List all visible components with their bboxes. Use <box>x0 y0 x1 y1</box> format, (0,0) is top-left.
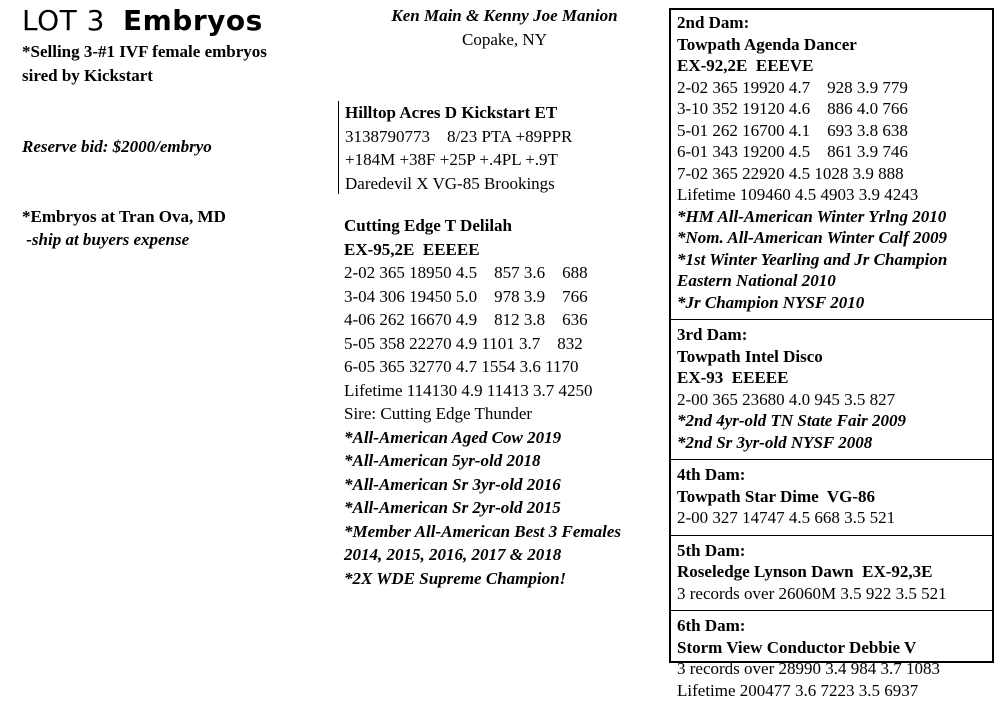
dam-sire: Sire: Cutting Edge Thunder <box>344 402 621 426</box>
embryo-location: *Embryos at Tran Ova, MD <box>22 205 226 229</box>
dam4-record: 2-00 327 14747 4.5 668 3.5 521 <box>677 507 990 529</box>
section-divider <box>671 459 992 460</box>
dam-classification: EX-95,2E EEEEE <box>344 238 621 262</box>
contact-place: Copake, NY <box>342 28 667 52</box>
dam2-classification: EX-92,2E EEEVE <box>677 55 990 77</box>
dam3-honor: *2nd 4yr-old TN State Fair 2009 <box>677 410 990 432</box>
lot-number: LOT 3 <box>22 4 105 37</box>
dam4-section <box>677 464 990 529</box>
dam-record: 4-06 262 16670 4.9 812 3.8 636 <box>344 308 621 332</box>
sire-block <box>338 101 572 194</box>
dam2-honor: *Nom. All-American Winter Calf 2009 <box>677 227 990 249</box>
dam-name: Cutting Edge T Delilah <box>344 214 621 238</box>
dam5-record: 3 records over 26060M 3.5 922 3.5 521 <box>677 583 990 605</box>
dam6-name: Storm View Conductor Debbie V <box>677 637 990 659</box>
dam3-classification: EX-93 EEEEE <box>677 367 990 389</box>
dam2-section <box>677 12 990 313</box>
dam2-name: Towpath Agenda Dancer <box>677 34 990 56</box>
dam-honor: *All-American Sr 2yr-old 2015 <box>344 496 621 520</box>
dam2-lifetime: Lifetime 109460 4.5 4903 3.9 4243 <box>677 184 990 206</box>
section-divider <box>671 535 992 536</box>
dam-honor: *All-American Sr 3yr-old 2016 <box>344 473 621 497</box>
dam3-honor: *2nd Sr 3yr-old NYSF 2008 <box>677 432 990 454</box>
dam6-record: 3 records over 28990 3.4 984 3.7 1083 <box>677 658 990 680</box>
dam6-section <box>677 615 990 701</box>
reserve-bid: Reserve bid: $2000/embryo <box>22 135 212 159</box>
dam3-heading: 3rd Dam: <box>677 324 990 346</box>
lot-title <box>22 4 263 37</box>
section-divider <box>671 319 992 320</box>
dam-block <box>344 214 621 590</box>
dam5-name: Roseledge Lynson Dawn EX-92,3E <box>677 561 990 583</box>
sire-line: Daredevil X VG-85 Brookings <box>345 172 572 196</box>
dam5-heading: 5th Dam: <box>677 540 990 562</box>
dam-record: 3-04 306 19450 5.0 978 3.9 766 <box>344 285 621 309</box>
contact-names: Ken Main & Kenny Joe Manion <box>342 4 667 28</box>
dam-honor: *Member All-American Best 3 Females <box>344 520 621 544</box>
contact-block <box>342 4 667 51</box>
dam2-honor: *HM All-American Winter Yrlng 2010 <box>677 206 990 228</box>
dam4-name: Towpath Star Dime VG-86 <box>677 486 990 508</box>
dam-honor: 2014, 2015, 2016, 2017 & 2018 <box>344 543 621 567</box>
dam3-section <box>677 324 990 453</box>
dam3-record: 2-00 365 23680 4.0 945 3.5 827 <box>677 389 990 411</box>
sire-line: 3138790773 8/23 PTA +89PPR <box>345 125 572 149</box>
section-divider <box>671 610 992 611</box>
dam4-heading: 4th Dam: <box>677 464 990 486</box>
dam-honor: *All-American Aged Cow 2019 <box>344 426 621 450</box>
dam-record: 6-05 365 32770 4.7 1554 3.6 1170 <box>344 355 621 379</box>
dam-record: 2-02 365 18950 4.5 857 3.6 688 <box>344 261 621 285</box>
dam2-record: 7-02 365 22920 4.5 1028 3.9 888 <box>677 163 990 185</box>
selling-line-2: sired by Kickstart <box>22 64 153 88</box>
dam6-lifetime: Lifetime 200477 3.6 7223 3.5 6937 <box>677 680 990 701</box>
dam-honor: *2X WDE Supreme Champion! <box>344 567 621 591</box>
dam3-name: Towpath Intel Disco <box>677 346 990 368</box>
dam2-record: 6-01 343 19200 4.5 861 3.9 746 <box>677 141 990 163</box>
shipping-note: -ship at buyers expense <box>22 228 189 252</box>
dam2-honor: *1st Winter Yearling and Jr Champion <box>677 249 990 271</box>
dam2-record: 2-02 365 19920 4.7 928 3.9 779 <box>677 77 990 99</box>
lot-label: Embryos <box>123 4 263 37</box>
dam-honor: *All-American 5yr-old 2018 <box>344 449 621 473</box>
dam5-section <box>677 540 990 605</box>
dam6-heading: 6th Dam: <box>677 615 990 637</box>
sire-name: Hilltop Acres D Kickstart ET <box>345 101 572 125</box>
dam2-honor: *Jr Champion NYSF 2010 <box>677 292 990 314</box>
dam-record: 5-05 358 22270 4.9 1101 3.7 832 <box>344 332 621 356</box>
dam2-honor: Eastern National 2010 <box>677 270 990 292</box>
dam2-record: 3-10 352 19120 4.6 886 4.0 766 <box>677 98 990 120</box>
sire-line: +184M +38F +25P +.4PL +.9T <box>345 148 572 172</box>
selling-line-1: *Selling 3-#1 IVF female embryos <box>22 40 267 64</box>
pedigree-box <box>669 8 994 663</box>
dam-lifetime: Lifetime 114130 4.9 11413 3.7 4250 <box>344 379 621 403</box>
dam2-record: 5-01 262 16700 4.1 693 3.8 638 <box>677 120 990 142</box>
dam2-heading: 2nd Dam: <box>677 12 990 34</box>
